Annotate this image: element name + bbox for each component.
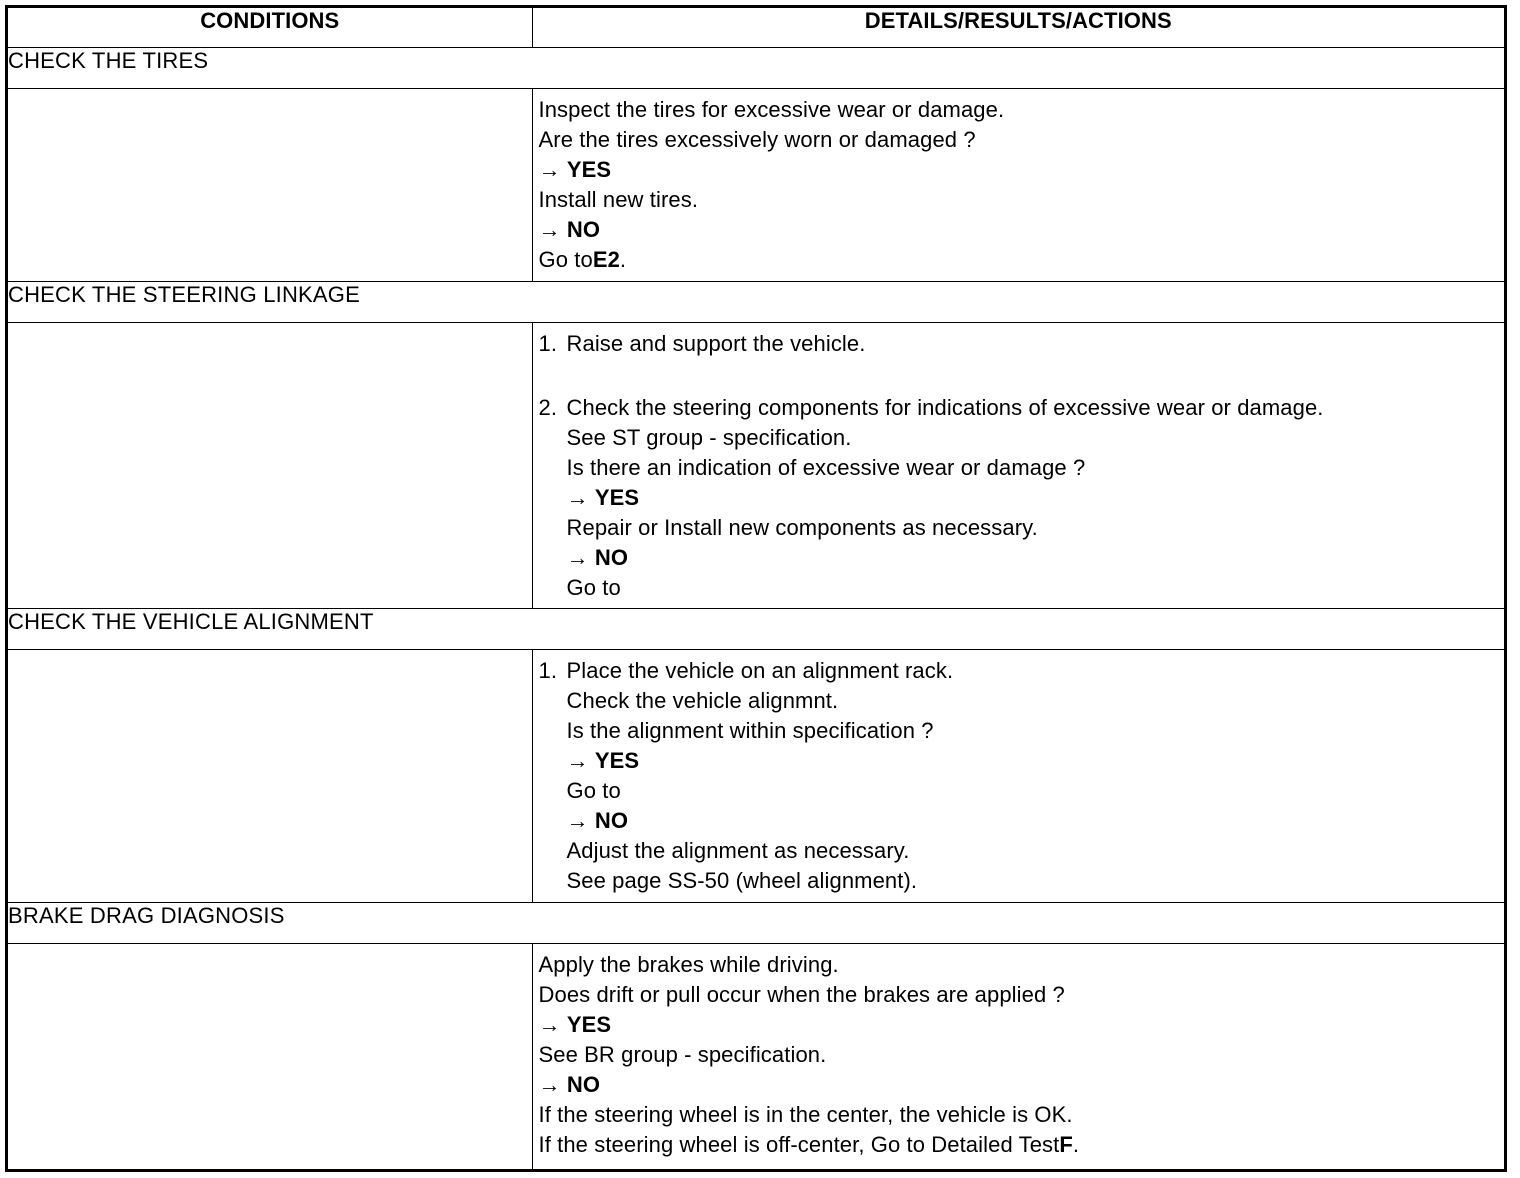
goto-line [539,1130,1505,1160]
conditions-cell [8,89,532,282]
goto-text: Go to [566,778,621,803]
action-question: Is there an indication of excessive wear or damage ? [566,455,1086,480]
arrow-right-icon: → [538,217,561,242]
section-detail-row [8,89,1504,282]
step-1 [539,656,1505,686]
action-line: See BR group - specification. [538,1042,827,1067]
section-title-row [8,903,1504,944]
section-title-row [8,282,1504,323]
section-title-check-tires: CHECK THE TIRES [8,48,1504,89]
arrow-right-icon: → [566,545,589,570]
goto-period: . [1072,1132,1080,1157]
no-branch [539,1070,1505,1100]
no-label: NO [566,1072,601,1097]
step-text: Check the steering components for indications of excessive wear or damage. [566,395,1324,420]
action-question: Is the alignment within specification ? [566,718,934,743]
action-line: If the steering wheel is in the center, the vehicle is OK. [538,1102,1073,1127]
step-text: Raise and support the vehicle. [566,331,866,356]
section-title-brake-drag: BRAKE DRAG DIAGNOSIS [8,903,1504,944]
no-label: NO [594,808,629,833]
arrow-right-icon: → [566,748,589,773]
goto-step-link[interactable]: E2 [592,247,620,272]
no-branch [539,543,1505,573]
action-question: Does drift or pull occur when the brakes are applied ? [538,982,1065,1007]
action-line: See page SS-50 (wheel alignment). [566,868,918,893]
step-1 [539,329,1505,359]
conditions-cell [8,323,532,609]
conditions-cell [8,650,532,903]
goto-text: Go to [538,247,593,272]
actions-cell-brake-drag [532,944,1504,1170]
yes-label: YES [566,157,612,182]
conditions-header: CONDITIONS [8,8,532,48]
details-header: DETAILS/RESULTS/ACTIONS [532,8,1504,48]
diagnosis-table-frame [5,5,1507,1172]
arrow-right-icon: → [566,485,589,510]
spacer [539,359,1505,393]
step-number: 2. [538,395,558,420]
arrow-right-icon: → [566,808,589,833]
yes-label: YES [566,1012,612,1037]
diagnosis-table [8,8,1504,1169]
section-detail-row [8,944,1504,1170]
step-number: 1. [538,331,558,356]
no-branch [539,215,1505,245]
section-detail-row [8,323,1504,609]
arrow-right-icon: → [538,1072,561,1097]
conditions-cell [8,944,532,1170]
action-line: Check the vehicle alignmnt. [566,688,839,713]
action-line: See ST group - specification. [566,425,852,450]
actions-cell-vehicle-alignment [532,650,1504,903]
yes-branch [539,1010,1505,1040]
section-title-steering-linkage: CHECK THE STEERING LINKAGE [8,282,1504,323]
yes-branch [539,483,1505,513]
goto-period: . [619,247,627,272]
section-detail-row [8,650,1504,903]
yes-label: YES [594,485,640,510]
goto-text: Go to [566,575,621,600]
actions-cell-check-tires [532,89,1504,282]
action-line: Repair or Install new components as necessary. [566,515,1038,540]
section-title-vehicle-alignment: CHECK THE VEHICLE ALIGNMENT [8,609,1504,650]
yes-branch [539,155,1505,185]
section-title-row [8,609,1504,650]
arrow-right-icon: → [538,157,561,182]
yes-label: YES [594,748,640,773]
no-label: NO [594,545,629,570]
no-label: NO [566,217,601,242]
step-2 [539,393,1505,423]
action-question: Are the tires excessively worn or damaged ? [538,127,976,152]
goto-line [539,245,1505,275]
step-text: Place the vehicle on an alignment rack. [566,658,954,683]
action-line: Apply the brakes while driving. [538,952,839,977]
yes-branch [539,746,1505,776]
goto-text: If the steering wheel is off-center, Go to Detailed Test [538,1132,1060,1157]
action-line: Install new tires. [538,187,699,212]
arrow-right-icon: → [538,1012,561,1037]
action-line: Inspect the tires for excessive wear or damage. [538,97,1005,122]
goto-test-link[interactable]: F [1059,1132,1073,1157]
step-number: 1. [538,658,558,683]
no-branch [539,806,1505,836]
actions-cell-steering-linkage [532,323,1504,609]
table-header-row [8,8,1504,48]
action-line: Adjust the alignment as necessary. [566,838,910,863]
section-title-row [8,48,1504,89]
